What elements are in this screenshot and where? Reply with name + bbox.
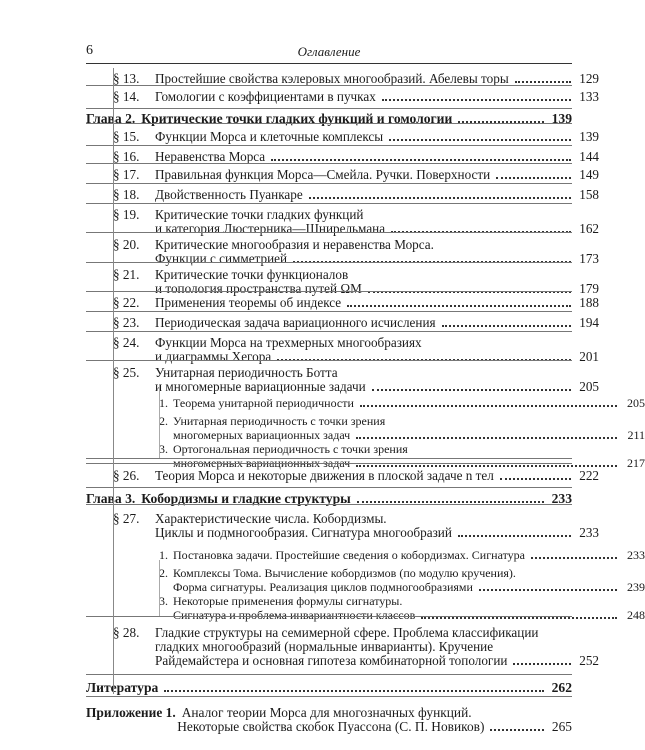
entry-title-line: Гладкие структуры на семимерной сфере. Проблема классификации xyxy=(155,625,539,640)
table-rule xyxy=(86,203,572,204)
entry-title-line: и топология пространства путей ΩM xyxy=(155,281,362,296)
dot-leader xyxy=(442,325,571,327)
entry-title-line: Применения теоремы об индексе xyxy=(155,295,342,310)
entry-page-number: 149 xyxy=(579,167,599,182)
toc-section-entry[interactable] xyxy=(86,168,599,182)
entry-title-line: Критические многообразия и неравенства Морса. xyxy=(155,237,434,252)
entry-title-line: Характеристические числа. Кобордизмы. xyxy=(155,511,387,526)
entry-title-line: многомерных вариационных задач xyxy=(173,428,351,442)
entry-page-number: 162 xyxy=(579,221,599,236)
table-rule xyxy=(86,262,572,263)
entry-number: 3. xyxy=(159,442,168,456)
toc-subsection-entry[interactable] xyxy=(86,566,645,594)
table-rule xyxy=(86,311,572,312)
entry-title-line: и категория Люстерника—Шнирельмана xyxy=(155,221,386,236)
table-rule xyxy=(86,696,572,697)
entry-title-line: Некоторые свойства скобок Пуассона (С. П. Новиков) xyxy=(177,719,485,734)
table-rule xyxy=(86,163,572,164)
entry-page-number: 133 xyxy=(579,89,599,104)
entry-page-number: 201 xyxy=(579,349,599,364)
toc-section-entry[interactable] xyxy=(86,150,599,164)
entry-page-number: 139 xyxy=(579,129,599,144)
dot-leader xyxy=(356,465,617,467)
page-number: 6 xyxy=(86,43,93,58)
entry-number: § 24. xyxy=(113,335,140,350)
entry-number: § 26. xyxy=(113,468,140,483)
entry-number: 3. xyxy=(159,594,168,608)
toc-subsection-entry[interactable] xyxy=(86,548,645,562)
entry-page-number: 129 xyxy=(579,71,599,86)
entry-title-line: Неравенства Морса xyxy=(155,149,266,164)
entry-page-number: 194 xyxy=(579,315,599,330)
entry-number: 2. xyxy=(159,414,168,428)
entry-page-number: 252 xyxy=(579,653,599,668)
entry-page-number: 139 xyxy=(551,111,572,126)
dot-leader xyxy=(271,159,571,161)
table-rule xyxy=(86,85,572,86)
entry-number: 1. xyxy=(159,548,168,562)
table-rule xyxy=(86,145,572,146)
entry-page-number: 188 xyxy=(579,295,599,310)
table-rule xyxy=(86,360,572,361)
dot-leader xyxy=(309,197,571,199)
toc-section-entry[interactable] xyxy=(86,296,599,310)
entry-number: § 23. xyxy=(113,315,140,330)
table-rule xyxy=(86,458,572,459)
section-column-rule xyxy=(113,68,114,694)
entry-number: § 22. xyxy=(113,295,140,310)
dot-leader xyxy=(500,478,571,480)
entry-title-line: Форма сигнатуры. Реализация циклов подмногообразиями xyxy=(173,580,473,594)
table-rule xyxy=(86,123,572,124)
entry-number: § 25. xyxy=(113,365,140,380)
toc-subsection-entry[interactable] xyxy=(86,442,645,470)
entry-page-number: 144 xyxy=(579,149,599,164)
entry-title-line: Унитарная периодичность с точки зрения xyxy=(173,414,386,428)
dot-leader xyxy=(496,177,571,179)
dot-leader xyxy=(360,405,617,407)
entry-title-line: Сигнатура и проблема инвариантности классов xyxy=(173,608,416,622)
entry-number: Глава 3. xyxy=(86,491,136,506)
entry-title-line: Аналог теории Морса для многозначных функций. xyxy=(181,705,472,720)
toc-section-entry[interactable] xyxy=(86,188,599,202)
entry-title-line: Райдемайстера и основная гипотеза комбинаторной топологии xyxy=(155,653,508,668)
dot-leader xyxy=(458,535,571,537)
entry-number: § 28. xyxy=(113,625,140,640)
toc-subsection-entry[interactable] xyxy=(86,414,645,442)
dot-leader xyxy=(490,729,544,731)
dot-leader xyxy=(372,389,571,391)
entry-number: § 20. xyxy=(113,237,140,252)
entry-number: § 21. xyxy=(113,267,140,282)
entry-page-number: 233 xyxy=(579,525,599,540)
entry-page-number: 233 xyxy=(551,491,572,506)
entry-title-line: многомерных вариационных задач xyxy=(173,456,351,470)
entry-title-line: Критические точки гладких функций и гомологии xyxy=(141,111,453,126)
running-head xyxy=(86,43,572,64)
entry-number: § 14. xyxy=(113,89,140,104)
entry-title-line: Простейшие свойства кэлеровых многообразий. Абелевы торы xyxy=(155,71,509,86)
entry-title-line: Критические точки функционалов xyxy=(155,267,349,282)
entry-title-line: и диаграммы Хегора xyxy=(155,349,272,364)
dot-leader xyxy=(357,501,544,503)
subsection-column-rule xyxy=(159,560,160,616)
table-rule xyxy=(86,331,572,332)
table-rule xyxy=(86,232,572,233)
entry-number: Глава 2. xyxy=(86,111,136,126)
toc-subsection-entry[interactable] xyxy=(86,594,645,622)
dot-leader xyxy=(356,437,617,439)
table-rule xyxy=(86,674,572,675)
entry-title-line: Двойственность Пуанкаре xyxy=(155,187,303,202)
dot-leader xyxy=(531,557,617,559)
toc-section-entry[interactable] xyxy=(86,512,599,540)
toc-chapter-entry[interactable] xyxy=(86,681,572,695)
entry-title-line: Критические точки гладких функций xyxy=(155,207,364,222)
entry-page-number: 179 xyxy=(579,281,599,296)
toc-appendix-entry[interactable] xyxy=(86,706,572,734)
table-rule xyxy=(86,487,572,488)
toc-section-entry[interactable] xyxy=(86,469,599,483)
entry-title-line: Функции Морса на трехмерных многообразиях xyxy=(155,335,422,350)
entry-title-line: Постановка задачи. Простейшие сведения о кобордизмах. Сигнатура xyxy=(173,548,526,562)
entry-page-number: 248 xyxy=(627,608,645,622)
entry-title-line: и многомерные вариационные задачи xyxy=(155,379,366,394)
toc-section-entry[interactable] xyxy=(86,366,599,394)
table-rule xyxy=(86,504,572,505)
toc-section-entry[interactable] xyxy=(86,72,599,86)
entry-page-number: 205 xyxy=(627,396,645,410)
entry-number: § 17. xyxy=(113,167,140,182)
entry-page-number: 205 xyxy=(579,379,599,394)
entry-page-number: 158 xyxy=(579,187,599,202)
entry-page-number: 233 xyxy=(627,548,645,562)
entry-title-line: гладких многообразий (нормальные инварианты). Кручение xyxy=(155,639,494,654)
entry-title-line: Ортогональная периодичность с точки зрения xyxy=(173,442,408,456)
table-rule xyxy=(86,108,572,109)
entry-number: 1. xyxy=(159,396,168,410)
entry-title-line: Гомологии с коэффициентами в пучках xyxy=(155,89,376,104)
entry-page-number: 211 xyxy=(627,428,645,442)
entry-title-line: Периодическая задача вариационного исчисления xyxy=(155,315,436,330)
entry-title-line: Кобордизмы и гладкие структуры xyxy=(141,491,351,506)
toc-subsection-entry[interactable] xyxy=(86,396,645,410)
entry-number: § 13. xyxy=(113,71,140,86)
entry-title-line: Литература xyxy=(86,680,159,695)
entry-number: § 19. xyxy=(113,207,140,222)
entry-title-line: Циклы и подмногообразия. Сигнатура многообразий xyxy=(155,525,452,540)
running-head-title: Оглавление xyxy=(297,44,361,59)
entry-number: Приложение 1. xyxy=(86,705,176,720)
dot-leader xyxy=(347,305,571,307)
table-rule xyxy=(86,183,572,184)
toc-section-entry[interactable] xyxy=(86,626,599,668)
entry-page-number: 173 xyxy=(579,251,599,266)
entry-title-line: Комплексы Тома. Вычисление кобордизмов (по модулю кручения). xyxy=(173,566,516,580)
entry-number: § 15. xyxy=(113,129,140,144)
entry-number: § 18. xyxy=(113,187,140,202)
entry-number: § 27. xyxy=(113,511,140,526)
entry-title-line: Теорема унитарной периодичности xyxy=(173,396,354,410)
entry-title-line: Теория Морса и некоторые движения в плоской задаче n тел xyxy=(155,468,494,483)
table-rule xyxy=(86,616,572,617)
entry-page-number: 262 xyxy=(551,680,572,695)
table-rule xyxy=(86,291,572,292)
subsection-column-rule xyxy=(159,384,160,458)
entry-page-number: 217 xyxy=(627,456,645,470)
table-rule xyxy=(86,463,572,464)
dot-leader xyxy=(479,589,617,591)
entry-title-line: Правильная функция Морса—Смейла. Ручки. Поверхности xyxy=(155,167,491,182)
entry-page-number: 265 xyxy=(551,719,572,734)
entry-title-line: Функции Морса и клеточные комплексы xyxy=(155,129,384,144)
entry-page-number: 239 xyxy=(627,580,645,594)
entry-title-line: Унитарная периодичность Ботта xyxy=(155,365,338,380)
dot-leader xyxy=(382,99,571,101)
dot-leader xyxy=(164,690,544,692)
entry-title-line: Функции с симметрией xyxy=(155,251,288,266)
dot-leader xyxy=(389,139,571,141)
entry-number: § 16. xyxy=(113,149,140,164)
toc-section-entry[interactable] xyxy=(86,130,599,144)
entry-page-number: 222 xyxy=(579,468,599,483)
toc-section-entry[interactable] xyxy=(86,316,599,330)
entry-number: 2. xyxy=(159,566,168,580)
dot-leader xyxy=(515,81,571,83)
dot-leader xyxy=(421,617,617,619)
entry-title-line: Некоторые применения формулы сигнатуры. xyxy=(173,594,403,608)
toc-section-entry[interactable] xyxy=(86,90,599,104)
dot-leader xyxy=(513,663,571,665)
